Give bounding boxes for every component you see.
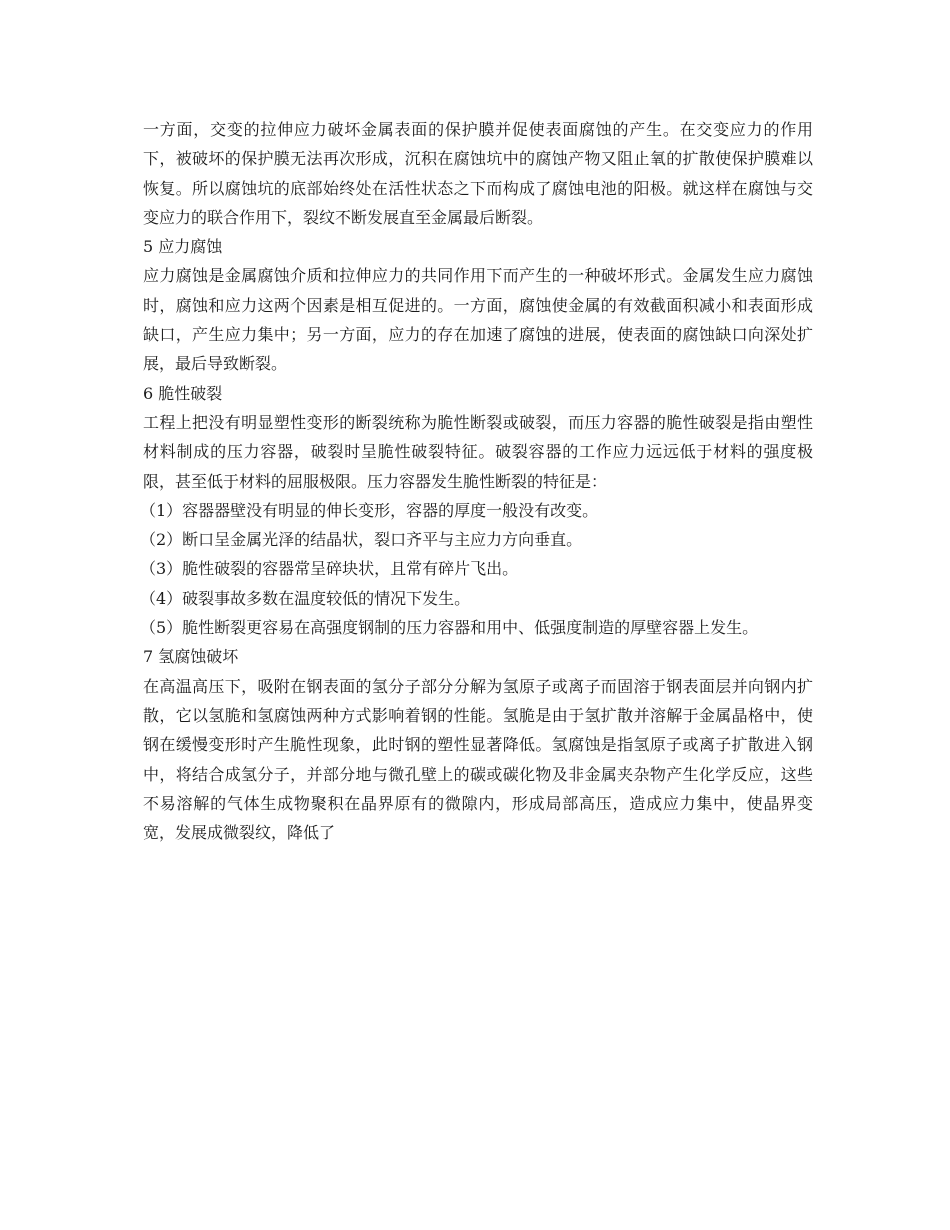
- list-item: （1）容器器壁没有明显的伸长变形，容器的厚度一般没有改变。: [140, 500, 599, 520]
- list-item: （3）脆性破裂的容器常呈碎块状，且常有碎片飞出。: [140, 559, 519, 579]
- section-7-heading: 7 氢腐蚀破坏: [143, 647, 239, 667]
- section-5-paragraph: 应力腐蚀是金属腐蚀介质和拉伸应力的共同作用下而产生的一种破坏形式。金属发生应力腐蚀时，腐蚀和应力这两个因素是相互促进的。一方面，腐蚀使金属的有效截面积减小和表面形成缺口，产生应力集中；另一方面，应力的存在加速了腐蚀的进展，使表面的腐蚀缺口向深处扩展，最后导致断裂。: [143, 266, 813, 374]
- section-7-paragraph: 在高温高压下，吸附在钢表面的氢分子部分分解为氢原子或离子而固溶于钢表面层并向钢内扩散，它以氢脆和氢腐蚀两种方式影响着钢的性能。氢脆是由于氢扩散并溶解于金属晶格中，使钢在缓慢变形时产生脆性现象，此时钢的塑性显著降低。氢腐蚀是指氢原子或离子扩散进入钢中，将结合成氢分子，并部分地与微孔壁上的碳或碳化物及非金属夹杂物产生化学反应，这些不易溶解的气体生成物聚积在晶界原有的微隙内，形成局部高压，造成应力集中，使晶界变宽，发展成微裂纹，降低了: [143, 676, 813, 843]
- section-6-heading: 6 脆性破裂: [143, 383, 223, 403]
- intro-paragraph: 一方面，交变的拉伸应力破坏金属表面的保护膜并促使表面腐蚀的产生。在交变应力的作用下，被破坏的保护膜无法再次形成，沉积在腐蚀坑中的腐蚀产物又阻止氧的扩散使保护膜难以恢复。所以腐蚀坑的底部始终处在活性状态之下而构成了腐蚀电池的阳极。就这样在腐蚀与交变应力的联合作用下，裂纹不断发展直至金属最后断裂。: [143, 120, 813, 227]
- section-5-heading: 5 应力腐蚀: [143, 237, 223, 257]
- list-item: （2）断口呈金属光泽的结晶状，裂口齐平与主应力方向垂直。: [140, 530, 583, 550]
- section-6-paragraph: 工程上把没有明显塑性变形的断裂统称为脆性断裂或破裂，而压力容器的脆性破裂是指由塑性材料制成的压力容器，破裂时呈脆性破裂特征。破裂容器的工作应力远远低于材料的强度极限，甚至低于材料的屈服极限。压力容器发生脆性断裂的特征是：: [143, 412, 813, 491]
- document-page: [140, 115, 813, 847]
- list-item: （4）破裂事故多数在温度较低的情况下发生。: [140, 588, 471, 608]
- list-item: （5）脆性断裂更容易在高强度钢制的压力容器和用中、低强度制造的厚壁容器上发生。: [140, 618, 759, 638]
